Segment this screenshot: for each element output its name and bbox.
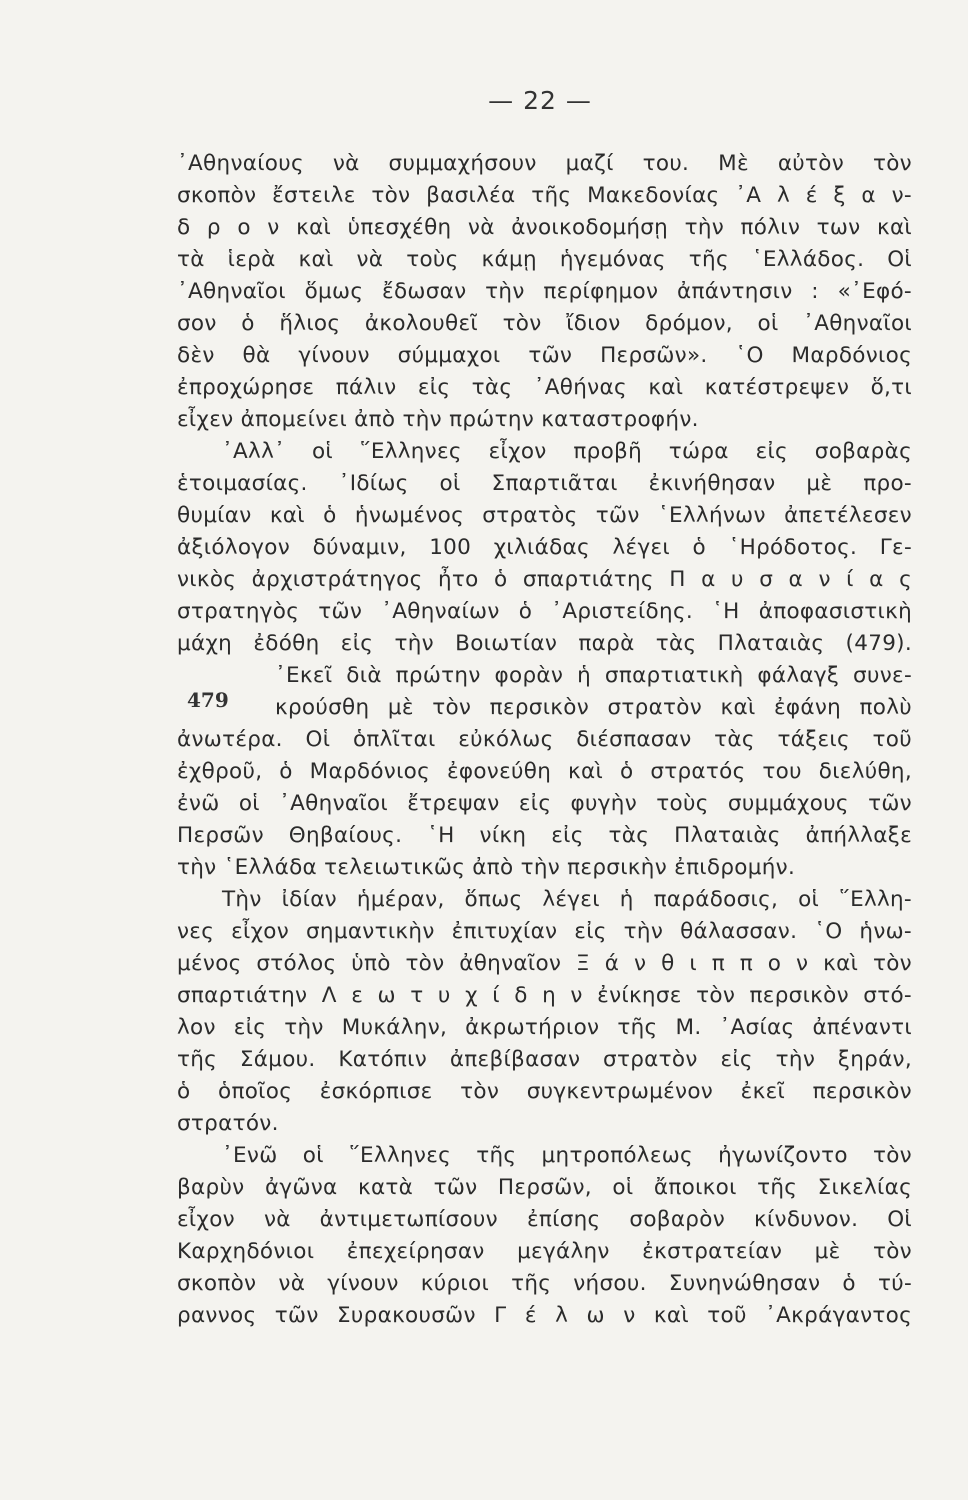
text-line: ᾿Ενῶ οἱ ῞Ελληνες τῆς μητροπόλεως ἠγωνίζοντο τὸν [222, 1143, 912, 1168]
text-line: μάχη ἐδόθη εἰς τὴν Βοιωτίαν παρὰ τὰς Πλαταιὰς (479). [177, 631, 912, 656]
text-line: ἀνωτέρα. Οἱ ὁπλῖται εὐκόλως διέσπασαν τὰς τάξεις τοῦ [177, 727, 912, 752]
text-line: νικὸς ἀρχιστράτηγος ἦτο ὁ σπαρτιάτης Π α υ σ α ν ί α ς [177, 567, 912, 592]
text-line: ὁ ὁποῖος ἐσκόρπισε τὸν συγκεντρωμένον ἐκεῖ περσικὸν [177, 1079, 912, 1104]
text-line: θυμίαν καὶ ὁ ἡνωμένος στρατὸς τῶν ῾Ελλήνων ἀπετέλεσεν [177, 503, 912, 528]
text-line: κρούσθη μὲ τὸν περσικὸν στρατὸν καὶ ἐφάνη πολὺ [275, 695, 912, 720]
text-line: σκοπὸν ἔστειλε τὸν βασιλέα τῆς Μακεδονίας ᾿Α λ έ ξ α ν‑ [177, 183, 912, 208]
text-line: ἑτοιμασίας. ᾿Ιδίως οἱ Σπαρτιᾶται ἐκινήθησαν μὲ προ‑ [177, 471, 912, 496]
text-line: στρατηγὸς τῶν ᾿Αθηναίων ὁ ᾿Αριστείδης. ῾Η ἀποφασιστικὴ [177, 599, 912, 624]
text-line: ᾿Αθηναῖοι ὅμως ἔδωσαν τὴν περίφημον ἀπάντησιν : «᾿Εφό‑ [177, 279, 912, 304]
text-line: ᾿Αλλ᾿ οἱ ῞Ελληνες εἶχον προβῆ τώρα εἰς σοβαρὰς [222, 439, 912, 464]
text-line: Περσῶν Θηβαίους. ῾Η νίκη εἰς τὰς Πλαταιὰς ἀπήλλαξε [177, 823, 912, 848]
body-text [177, 148, 912, 1332]
text-line: εἶχεν ἀπομείνει ἀπὸ τὴν πρώτην καταστροφήν. [177, 407, 699, 432]
text-line: δὲν θὰ γίνουν σύμμαχοι τῶν Περσῶν». ῾Ο Μαρδόνιος [177, 343, 912, 368]
text-line: Τὴν ἰδίαν ἡμέραν, ὅπως λέγει ἡ παράδοσις, οἱ ῞Ελλη‑ [222, 887, 912, 912]
text-line: ᾿Εκεῖ διὰ πρώτην φορὰν ἡ σπαρτιατικὴ φάλαγξ συνε‑ [275, 663, 912, 688]
text-line: Καρχηδόνιοι ἐπεχείρησαν μεγάλην ἐκστρατείαν μὲ τὸν [177, 1239, 912, 1264]
text-line: ἐνῶ οἱ ᾿Αθηναῖοι ἔτρεψαν εἰς φυγὴν τοὺς συμμάχους τῶν [177, 791, 912, 816]
text-line: στρατόν. [177, 1111, 279, 1136]
page-number: — 22 — [488, 86, 592, 115]
text-line: βαρὺν ἀγῶνα κατὰ τῶν Περσῶν, οἱ ἄποικοι τῆς Σικελίας [177, 1175, 912, 1200]
text-line: λον εἰς τὴν Μυκάλην, ἀκρωτήριον τῆς Μ. ᾿Ασίας ἀπέναντι [177, 1015, 912, 1040]
text-line: τὰ ἱερὰ καὶ νὰ τοὺς κάμῃ ἡγεμόνας τῆς ῾Ελλάδος. Οἱ [177, 247, 912, 272]
text-line: τῆς Σάμου. Κατόπιν ἀπεβίβασαν στρατὸν εἰς τὴν ξηράν, [177, 1047, 912, 1072]
text-line: μένος στόλος ὑπὸ τὸν ἀθηναῖον Ξ ά ν θ ι π π ο ν καὶ τὸν [177, 951, 912, 976]
text-line: εἶχον νὰ ἀντιμετωπίσουν ἐπίσης σοβαρὸν κίνδυνον. Οἱ [177, 1207, 912, 1232]
text-line: ραννος τῶν Συρακουσῶν Γ έ λ ω ν καὶ τοῦ ᾿Ακράγαντος [177, 1303, 912, 1328]
text-line: ἀξιόλογον δύναμιν, 100 χιλιάδας λέγει ὁ ῾Ηρόδοτος. Γε‑ [177, 535, 912, 560]
text-line: σκοπὸν νὰ γίνουν κύριοι τῆς νήσου. Συνηνώθησαν ὁ τύ‑ [177, 1271, 912, 1296]
text-line: νες εἶχον σημαντικὴν ἐπιτυχίαν εἰς τὴν θάλασσαν. ῾Ο ἡνω‑ [177, 919, 912, 944]
margin-year-note: 479 [187, 688, 229, 712]
text-line: σον ὁ ἥλιος ἀκολουθεῖ τὸν ἴδιον δρόμον, οἱ ᾿Αθηναῖοι [177, 311, 912, 336]
text-line: τὴν ῾Ελλάδα τελειωτικῶς ἀπὸ τὴν περσικὴν ἐπιδρομήν. [177, 855, 796, 880]
text-line: ἐχθροῦ, ὁ Μαρδόνιος ἐφονεύθη καὶ ὁ στρατός του διελύθη, [177, 759, 912, 784]
text-line: δ ρ ο ν καὶ ὑπεσχέθη νὰ ἀνοικοδομήσῃ τὴν πόλιν των καὶ [177, 215, 912, 240]
text-line: ᾿Αθηναίους νὰ συμμαχήσουν μαζί του. Μὲ αὐτὸν τὸν [177, 151, 912, 176]
text-line: ἐπροχώρησε πάλιν εἰς τὰς ᾿Αθήνας καὶ κατέστρεψεν ὅ,τι [177, 375, 912, 400]
text-line: σπαρτιάτην Λ ε ω τ υ χ ί δ η ν ἐνίκησε τὸν περσικὸν στό‑ [177, 983, 912, 1008]
